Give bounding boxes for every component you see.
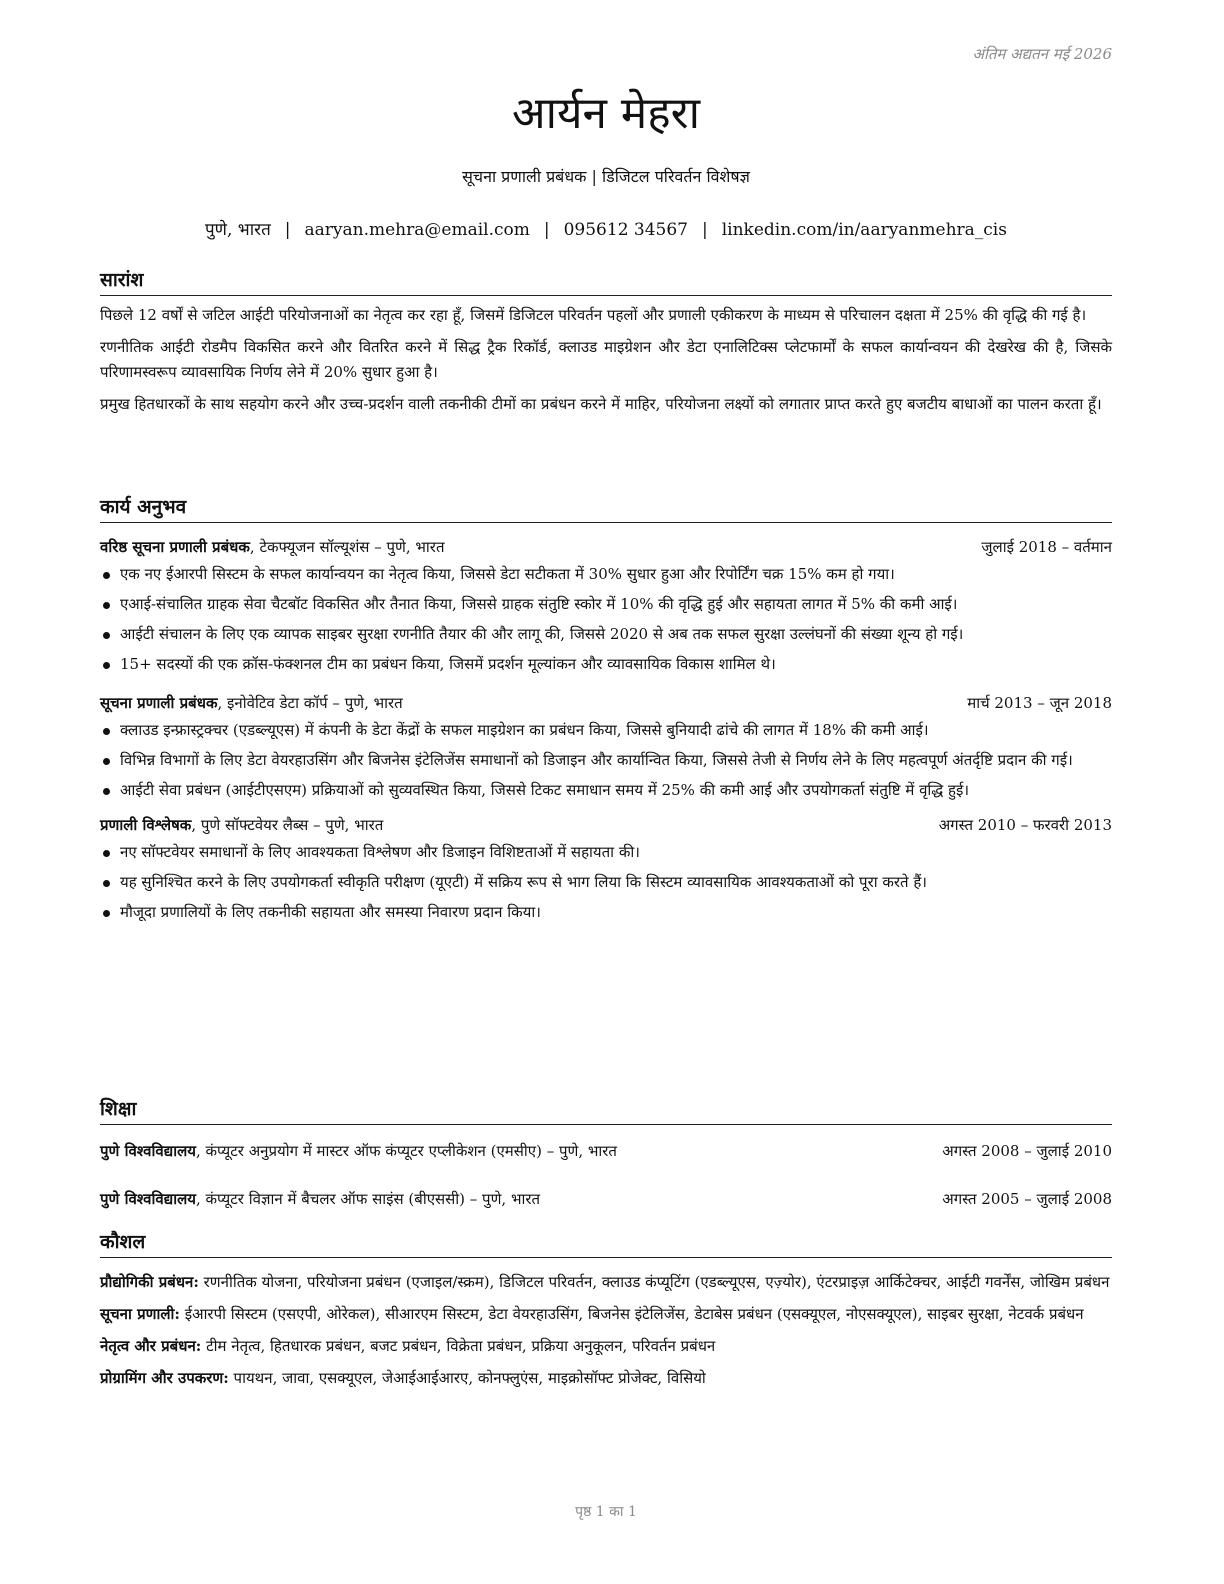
skill-group-label: सूचना प्रणाली: bbox=[100, 1304, 180, 1323]
bullet-text: क्लाउड इन्फ्रास्ट्रक्चर (एडब्ल्यूएस) में कंपनी के डेटा केंद्रों के सफल माइग्रेशन का प्रबंधन किया, जिससे बुनियादी ढांचे की लागत में 18% की कमी आई। bbox=[120, 720, 929, 739]
job-bullets bbox=[100, 718, 1112, 803]
skills-section bbox=[100, 1230, 1112, 1398]
education-school: पुणे विश्वविद्यालय bbox=[100, 1189, 196, 1208]
bullet-text: विभिन्न विभागों के लिए डेटा वेयरहाउसिंग और बिजनेस इंटेलिजेंस समाधानों को डिजाइन और कार्यान्वित किया, जिससे तेजी से निर्णय लेने के लिए महत्वपूर्ण अंतर्दृष्टि प्रदान की गई। bbox=[120, 750, 1073, 769]
education-dates: अगस्त 2008 – जुलाई 2010 bbox=[942, 1141, 1112, 1160]
skill-group-label: प्रौद्योगिकी प्रबंधन: bbox=[100, 1272, 199, 1291]
job-bullets bbox=[100, 562, 1112, 677]
skills-list bbox=[100, 1270, 1112, 1391]
skill-group-text: पायथन, जावा, एसक्यूएल, जेआईआईआरए, कोनफ्लुएंस, माइक्रोसॉफ्ट प्रोजेक्ट, विसियो bbox=[228, 1368, 706, 1387]
contact-email[interactable]: aaryan.mehra@email.com bbox=[304, 220, 530, 240]
bullet-text: आईटी सेवा प्रबंधन (आईटीएसएम) प्रक्रियाओं को सुव्यवस्थित किया, जिससे टिकट समाधान समय में 25% की कमी आई और उपयोगकर्ता संतुष्टि में वृद्धि हुई। bbox=[120, 780, 970, 799]
list-item bbox=[100, 748, 1112, 773]
bullet-dot-icon bbox=[103, 850, 110, 857]
candidate-name: आर्यन मेहरा bbox=[512, 88, 700, 139]
job-title-line bbox=[100, 535, 445, 559]
education-degree-line bbox=[100, 1139, 617, 1163]
education-degree-line bbox=[100, 1187, 540, 1211]
job-entry bbox=[100, 691, 1112, 803]
list-item bbox=[100, 622, 1112, 647]
bullet-text: 15+ सदस्यों की एक क्रॉस-फंक्शनल टीम का प्रबंधन किया, जिसमें प्रदर्शन मूल्यांकन और व्यावसायिक विकास शामिल थे। bbox=[120, 654, 776, 673]
education-entry bbox=[100, 1139, 1112, 1163]
bullet-dot-icon bbox=[103, 788, 110, 795]
bullet-dot-icon bbox=[103, 572, 110, 579]
education-detail: , कंप्यूटर अनुप्रयोग में मास्टर ऑफ कंप्यूटर एप्लीकेशन (एमसीए) – पुणे, भारत bbox=[195, 1141, 617, 1160]
job-role: प्रणाली विश्लेषक bbox=[100, 815, 192, 834]
resume-page bbox=[100, 0, 1112, 1584]
contact-separator: | bbox=[543, 220, 550, 240]
contact-separator: | bbox=[284, 220, 291, 240]
job-dates: अगस्त 2010 – फरवरी 2013 bbox=[938, 815, 1112, 834]
contact-phone: 095612 34567 bbox=[563, 220, 688, 240]
skill-group bbox=[100, 1270, 1112, 1295]
page-number: पृष्ठ 1 का 1 bbox=[575, 1504, 637, 1520]
job-title-line bbox=[100, 691, 403, 715]
job-organization: , इनोवेटिव डेटा कॉर्प – पुणे, भारत bbox=[217, 693, 403, 712]
list-item bbox=[100, 562, 1112, 587]
bullet-text: मौजूदा प्रणालियों के लिए तकनीकी सहायता और समस्या निवारण प्रदान किया। bbox=[120, 902, 541, 921]
skill-group bbox=[100, 1366, 1112, 1391]
job-role: वरिष्ठ सूचना प्रणाली प्रबंधक bbox=[100, 537, 250, 556]
bullet-text: आईटी संचालन के लिए एक व्यापक साइबर सुरक्षा रणनीति तैयार की और लागू की, जिससे 2020 से अब तक सफल सुरक्षा उल्लंघनों की संख्या शून्य हो गई। bbox=[120, 624, 964, 643]
skill-group bbox=[100, 1302, 1112, 1327]
bullet-dot-icon bbox=[103, 662, 110, 669]
list-item bbox=[100, 778, 1112, 803]
list-item bbox=[100, 870, 1112, 895]
list-item bbox=[100, 840, 1112, 865]
contact-separator: | bbox=[702, 220, 708, 240]
skill-group-text: ईआरपी सिस्टम (एसएपी, ओरेकल), सीआरएम सिस्टम, डेटा वेयरहाउसिंग, बिजनेस इंटेलिजेंस, डेटाबेस प्रबंधन (एसक्यूएल, नोएसक्यूएल), साइबर सुरक्षा, नेटवर्क प्रबंधन bbox=[179, 1304, 1084, 1323]
job-title-line bbox=[100, 813, 383, 837]
summary-paragraph: प्रमुख हितधारकों के साथ सहयोग करने और उच्च-प्रदर्शन वाली तकनीकी टीमों का प्रबंधन करने में माहिर, परियोजना लक्ष्यों को लगातार प्राप्त करते हुए बजटीय बाधाओं का पालन करता हूँ। bbox=[100, 394, 1102, 413]
education-detail: , कंप्यूटर विज्ञान में बैचलर ऑफ साइंस (बीएससी) – पुणे, भारत bbox=[195, 1189, 541, 1208]
job-entry bbox=[100, 535, 1112, 677]
job-header bbox=[100, 813, 1112, 837]
skill-group-text: रणनीतिक योजना, परियोजना प्रबंधन (एजाइल/स्क्रम), डिजिटल परिवर्तन, क्लाउड कंप्यूटिंग (एडब्ल्यूएस, एज़्योर), एंटरप्राइज़ आर्किटेक्चर, आईटी गवर्नेंस, जोखिम प्रबंधन bbox=[198, 1272, 1110, 1291]
job-dates: जुलाई 2018 – वर्तमान bbox=[981, 537, 1112, 556]
bullet-text: एक नए ईआरपी सिस्टम के सफल कार्यान्वयन का नेतृत्व किया, जिससे डेटा सटीकता में 30% सुधार हुआ और रिपोर्टिंग चक्र 15% कम हो गया। bbox=[120, 564, 895, 583]
contact-location: पुणे, भारत bbox=[205, 220, 271, 240]
bullet-dot-icon bbox=[103, 880, 110, 887]
bullet-text: यह सुनिश्चित करने के लिए उपयोगकर्ता स्वीकृति परीक्षण (यूएटी) में सक्रिय रूप से भाग लिया कि सिस्टम व्यावसायिक आवश्यकताओं को पूरा करते हैं। bbox=[120, 872, 927, 891]
bullet-dot-icon bbox=[103, 602, 110, 609]
section-title-summary: सारांश bbox=[100, 268, 1112, 296]
contact-line bbox=[100, 219, 1112, 241]
summary-paragraph: पिछले 12 वर्षों से जटिल आईटी परियोजनाओं का नेतृत्व कर रहा हूँ, जिसमें डिजिटल परिवर्तन पहलों और प्रणाली एकीकरण के माध्यम से परिचालन दक्षता में 25% की वृद्धि की गई है। bbox=[100, 305, 1087, 324]
education-section bbox=[100, 1097, 1112, 1211]
bullet-text: एआई-संचालित ग्राहक सेवा चैटबॉट विकसित और तैनात किया, जिससे ग्राहक संतुष्टि स्कोर में 10% की वृद्धि हुई और सहायता लागत में 5% की कमी आई। bbox=[120, 594, 958, 613]
candidate-tagline: सूचना प्रणाली प्रबंधक | डिजिटल परिवर्तन विशेषज्ञ bbox=[462, 167, 750, 186]
section-title-education: शिक्षा bbox=[100, 1097, 1112, 1125]
skill-group-label: नेतृत्व और प्रबंधन: bbox=[100, 1336, 202, 1355]
skill-group bbox=[100, 1334, 1112, 1359]
experience-section bbox=[100, 495, 1112, 930]
skill-group-text: टीम नेतृत्व, हितधारक प्रबंधन, बजट प्रबंधन, विक्रेता प्रबंधन, प्रक्रिया अनुकूलन, परिवर्तन प्रबंधन bbox=[201, 1336, 716, 1355]
job-bullets bbox=[100, 840, 1112, 925]
job-entry bbox=[100, 813, 1112, 925]
education-dates: अगस्त 2005 – जुलाई 2008 bbox=[942, 1189, 1112, 1208]
summary-paragraph: रणनीतिक आईटी रोडमैप विकसित करने और वितरित करने में सिद्ध ट्रैक रिकॉर्ड, क्लाउड माइग्रेशन और डेटा एनालिटिक्स प्लेटफार्मों के सफल कार्यान्वयन की देखरेख की है, जिसके परिणामस्वरूप व्यावसायिक निर्णय लेने में 20% सुधार हुआ है। bbox=[100, 337, 1112, 381]
job-organization: , टेकफ्यूजन सॉल्यूशंस – पुणे, भारत bbox=[249, 537, 445, 556]
job-header bbox=[100, 535, 1112, 559]
contact-linkedin[interactable]: linkedin.com/in/aaryanmehra_cis bbox=[721, 220, 1007, 240]
education-school: पुणे विश्वविद्यालय bbox=[100, 1141, 196, 1160]
job-role: सूचना प्रणाली प्रबंधक bbox=[100, 693, 218, 712]
list-item bbox=[100, 900, 1112, 925]
last-updated-note: अंतिम अद्यतन मई 2026 bbox=[972, 45, 1112, 63]
education-entry bbox=[100, 1187, 1112, 1211]
summary-section bbox=[100, 268, 1112, 417]
bullet-dot-icon bbox=[103, 728, 110, 735]
bullet-dot-icon bbox=[103, 910, 110, 917]
skill-group-label: प्रोग्रामिंग और उपकरण: bbox=[100, 1368, 229, 1387]
job-header bbox=[100, 691, 1112, 715]
list-item bbox=[100, 652, 1112, 677]
job-dates: मार्च 2013 – जून 2018 bbox=[967, 693, 1112, 712]
section-title-experience: कार्य अनुभव bbox=[100, 495, 1112, 523]
list-item bbox=[100, 718, 1112, 743]
bullet-text: नए सॉफ्टवेयर समाधानों के लिए आवश्यकता विश्लेषण और डिजाइन विशिष्टताओं में सहायता की। bbox=[120, 842, 640, 861]
list-item bbox=[100, 592, 1112, 617]
bullet-dot-icon bbox=[103, 632, 110, 639]
job-organization: , पुणे सॉफ्टवेयर लैब्स – पुणे, भारत bbox=[191, 815, 384, 834]
section-title-skills: कौशल bbox=[100, 1230, 1112, 1258]
bullet-dot-icon bbox=[103, 758, 110, 765]
